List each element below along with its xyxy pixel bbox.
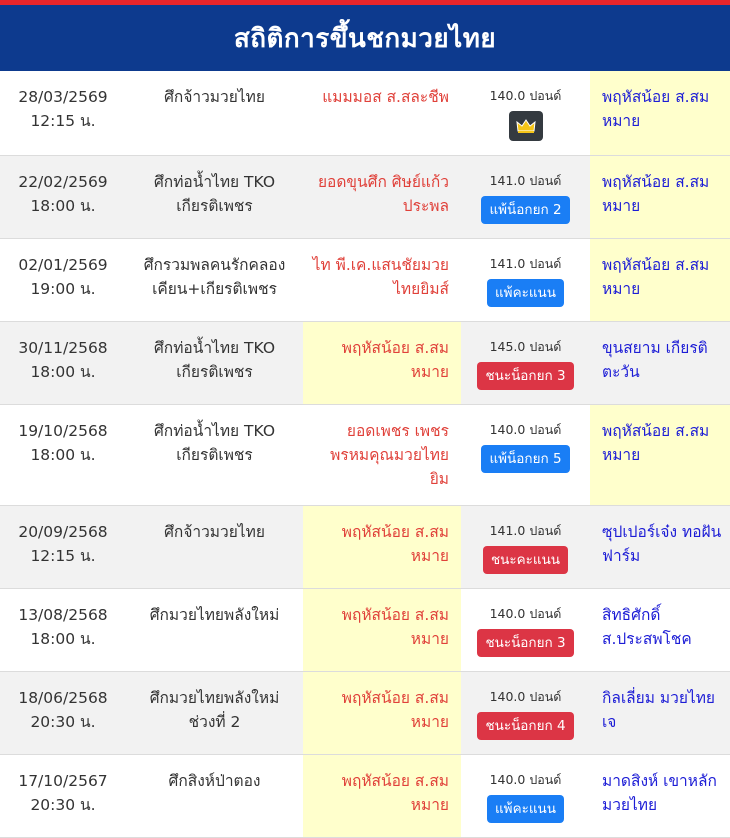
fight-result-cell: [461, 672, 590, 754]
red-corner-fighter[interactable]: พฤหัสน้อย ส.สมหมาย: [303, 672, 461, 754]
fight-time: 20:30 น.: [30, 796, 96, 814]
fight-row: [0, 506, 730, 589]
result-badge: แพ้คะแนน: [487, 795, 564, 823]
red-corner-fighter[interactable]: ไท พี.เค.แสนชัยมวยไทยยิมส์: [312, 256, 449, 298]
weight-label: 140.0 ปอนด์: [489, 88, 562, 103]
fight-result-cell: [461, 71, 590, 155]
fight-date-cell: [0, 405, 126, 505]
result-badge: ชนะน็อกยก 4: [477, 712, 573, 740]
result-badge: ชนะน็อกยก 3: [477, 629, 573, 657]
fight-row: [0, 239, 730, 322]
fight-row: [0, 322, 730, 405]
fight-date-cell: [0, 156, 126, 238]
fight-event[interactable]: ศึกท่อน้ำไทย TKO เกียรติเพชร: [153, 173, 276, 215]
blue-corner-fighter[interactable]: ซุปเปอร์เจ๋ง ทอฝันฟาร์ม: [602, 523, 722, 565]
fight-date-cell: [0, 755, 126, 837]
fight-date: 30/11/2568: [18, 339, 108, 357]
fight-date-cell: [0, 672, 126, 754]
fight-date: 28/03/2569: [18, 88, 108, 106]
fight-date: 22/02/2569: [18, 173, 108, 191]
result-badge: ชนะน็อกยก 3: [477, 362, 573, 390]
fight-result-cell: [461, 239, 590, 321]
fight-time: 19:00 น.: [30, 280, 96, 298]
fight-row: [0, 755, 730, 838]
fight-time: 18:00 น.: [30, 363, 96, 381]
fight-event[interactable]: ศึกจ้าวมวยไทย: [164, 88, 265, 106]
fight-row: [0, 156, 730, 239]
fight-result-cell: [461, 506, 590, 588]
fight-time: 12:15 น.: [30, 547, 96, 565]
result-badge: แพ้น็อกยก 5: [481, 445, 569, 473]
fight-result-cell: [461, 589, 590, 671]
fight-date-cell: [0, 506, 126, 588]
fight-event[interactable]: ศึกมวยไทยพลังใหม่: [149, 606, 280, 624]
fight-event[interactable]: ศึกท่อน้ำไทย TKO เกียรติเพชร: [153, 422, 276, 464]
fight-date-cell: [0, 322, 126, 404]
fight-result-cell: [461, 322, 590, 404]
fight-result-cell: [461, 755, 590, 837]
red-corner-fighter[interactable]: ยอดเพชร เพชรพรหมคุณมวยไทยยิม: [330, 422, 449, 488]
fight-list: [0, 71, 730, 838]
fight-event[interactable]: ศึกจ้าวมวยไทย: [164, 523, 265, 541]
weight-label: 140.0 ปอนด์: [489, 772, 562, 787]
fight-date: 18/06/2568: [18, 689, 108, 707]
blue-corner-fighter[interactable]: พฤหัสน้อย ส.สมหมาย: [590, 71, 730, 155]
weight-label: 141.0 ปอนด์: [489, 173, 562, 188]
fight-time: 20:30 น.: [30, 713, 96, 731]
red-corner-fighter[interactable]: พฤหัสน้อย ส.สมหมาย: [303, 322, 461, 404]
fight-date-cell: [0, 71, 126, 155]
blue-corner-fighter[interactable]: กิลเลี่ยม มวยไทยเจ: [602, 689, 716, 731]
fight-event[interactable]: ศึกสิงห์ป่าตอง: [168, 772, 261, 790]
fight-row: [0, 71, 730, 156]
fight-time: 18:00 น.: [30, 197, 96, 215]
red-corner-fighter[interactable]: พฤหัสน้อย ส.สมหมาย: [303, 589, 461, 671]
fight-time: 12:15 น.: [30, 112, 96, 130]
fight-date: 02/01/2569: [18, 256, 108, 274]
page-title: สถิติการขึ้นชกมวยไทย: [0, 5, 730, 71]
fight-date: 17/10/2567: [18, 772, 108, 790]
result-badge: แพ้น็อกยก 2: [481, 196, 569, 224]
fight-date: 20/09/2568: [18, 523, 108, 541]
fight-result-cell: [461, 405, 590, 505]
weight-label: 141.0 ปอนด์: [489, 256, 562, 271]
fight-event[interactable]: ศึกมวยไทยพลังใหม่ ช่วงที่ 2: [149, 689, 280, 731]
fight-row: [0, 405, 730, 506]
result-badge: แพ้คะแนน: [487, 279, 564, 307]
red-corner-fighter[interactable]: แมมมอส ส.สละชีพ: [322, 88, 449, 106]
blue-corner-fighter[interactable]: พฤหัสน้อย ส.สมหมาย: [590, 239, 730, 321]
weight-label: 145.0 ปอนด์: [489, 339, 562, 354]
fight-date: 13/08/2568: [18, 606, 108, 624]
blue-corner-fighter[interactable]: สิทธิศักดิ์ ส.ประสพโชค: [602, 606, 692, 648]
weight-label: 140.0 ปอนด์: [489, 606, 562, 621]
blue-corner-fighter[interactable]: พฤหัสน้อย ส.สมหมาย: [590, 156, 730, 238]
fight-date-cell: [0, 589, 126, 671]
blue-corner-fighter[interactable]: มาดสิงห์ เขาหลักมวยไทย: [602, 772, 717, 814]
fight-date-cell: [0, 239, 126, 321]
blue-corner-fighter[interactable]: ขุนสยาม เกียรติตะวัน: [602, 339, 708, 381]
fight-date: 19/10/2568: [18, 422, 108, 440]
fight-event[interactable]: ศึกท่อน้ำไทย TKO เกียรติเพชร: [153, 339, 276, 381]
fight-row: [0, 589, 730, 672]
crown-icon: [509, 111, 543, 141]
red-corner-fighter[interactable]: พฤหัสน้อย ส.สมหมาย: [303, 506, 461, 588]
fight-time: 18:00 น.: [30, 446, 96, 464]
fight-row: [0, 672, 730, 755]
fight-result-cell: [461, 156, 590, 238]
weight-label: 141.0 ปอนด์: [489, 523, 562, 538]
result-badge: ชนะคะแนน: [483, 546, 568, 574]
fight-time: 18:00 น.: [30, 630, 96, 648]
red-corner-fighter[interactable]: ยอดขุนศึก ศิษย์แก้วประพล: [317, 173, 449, 215]
weight-label: 140.0 ปอนด์: [489, 422, 562, 437]
weight-label: 140.0 ปอนด์: [489, 689, 562, 704]
blue-corner-fighter[interactable]: พฤหัสน้อย ส.สมหมาย: [590, 405, 730, 505]
red-corner-fighter[interactable]: พฤหัสน้อย ส.สมหมาย: [303, 755, 461, 837]
fight-event[interactable]: ศึกรวมพลคนรักคลองเคียน+เกียรติเพชร: [143, 256, 286, 298]
